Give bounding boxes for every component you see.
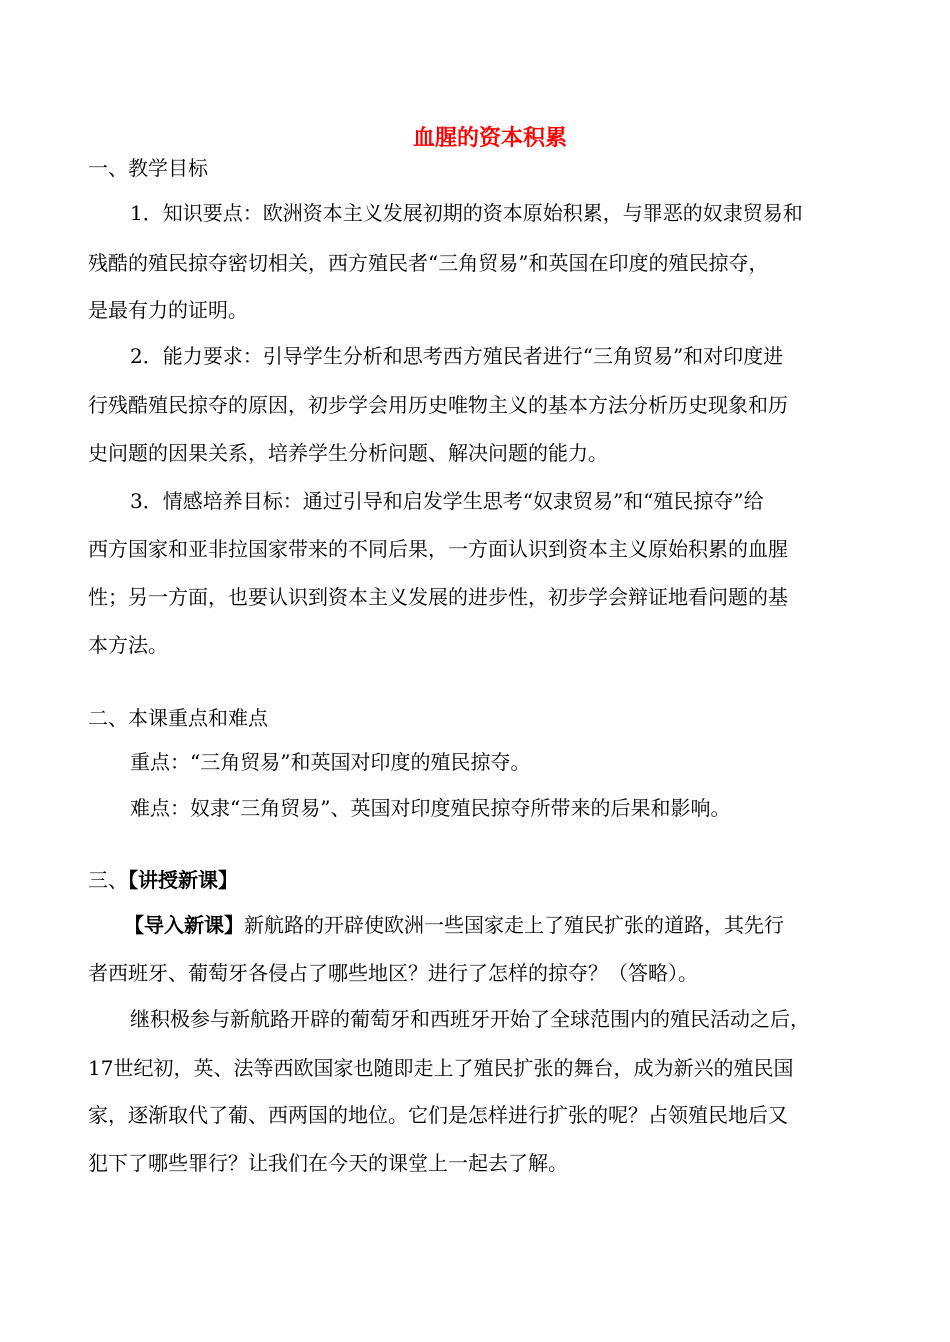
knowledge-line-2: 残酷的殖民掠夺密切相关，西方殖民者“三角贸易”和英国在印度的殖民掠夺， [88,251,769,275]
difficulty-line: 难点：奴隶“三角贸易”、英国对印度殖民掠夺所带来的后果和影响。 [130,796,731,820]
emotion-line-4: 本方法。 [88,633,168,657]
emotion-line-2: 西方国家和亚非拉国家带来的不同后果，一方面认识到资本主义原始积累的血腥 [88,537,788,561]
section-heading-prefix: 三、 [88,868,128,892]
document-title: 血腥的资本积累 [412,125,567,151]
paragraph-line-4: 犯下了哪些罪行？让我们在今天的课堂上一起去了解。 [88,1151,568,1175]
emotion-line-3: 性；另一方面，也要认识到资本主义发展的进步性，初步学会辩证地看问题的基 [88,585,788,609]
paragraph-line-1: 继积极参与新航路开辟的葡萄牙和西班牙开始了全球范围内的殖民活动之后， [130,1007,810,1031]
intro-line-1 [124,911,784,939]
knowledge-line-1: 1．知识要点：欧洲资本主义发展初期的资本原始积累，与罪恶的奴隶贸易和 [130,201,803,225]
section-heading-objectives: 一、教学目标 [88,156,208,180]
intro-line-2: 者西班牙、葡萄牙各侵占了哪些地区？进行了怎样的掠夺？（答略）。 [88,961,698,985]
paragraph-line-3: 家，逐渐取代了葡、西两国的地位。它们是怎样进行扩张的呢？占领殖民地后又 [88,1103,788,1127]
intro-label: 【导入新课】 [124,913,244,937]
intro-text-1: 新航路的开辟使欧洲一些国家走上了殖民扩张的道路，其先行 [244,913,784,937]
key-point-line: 重点：“三角贸易”和英国对印度的殖民掠夺。 [130,750,531,774]
ability-line-2: 行残酷殖民掠夺的原因，初步学会用历史唯物主义的基本方法分析历史现象和历 [88,393,788,417]
knowledge-line-3: 是最有力的证明。 [88,298,248,322]
section-heading-focus: 二、本课重点和难点 [88,706,268,730]
ability-line-3: 史问题的因果关系，培养学生分析问题、解决问题的能力。 [88,441,608,465]
emotion-line-1: 3．情感培养目标：通过引导和启发学生思考“奴隶贸易”和“殖民掠夺”给 [130,489,764,513]
section-heading-bold: 【讲授新课】 [128,868,238,892]
ability-line-1: 2．能力要求：引导学生分析和思考西方殖民者进行“三角贸易”和对印度进 [130,344,784,368]
paragraph-line-2: 17世纪初，英、法等西欧国家也随即走上了殖民扩张的舞台，成为新兴的殖民国 [88,1056,794,1080]
section-heading-new-lesson [88,866,238,894]
